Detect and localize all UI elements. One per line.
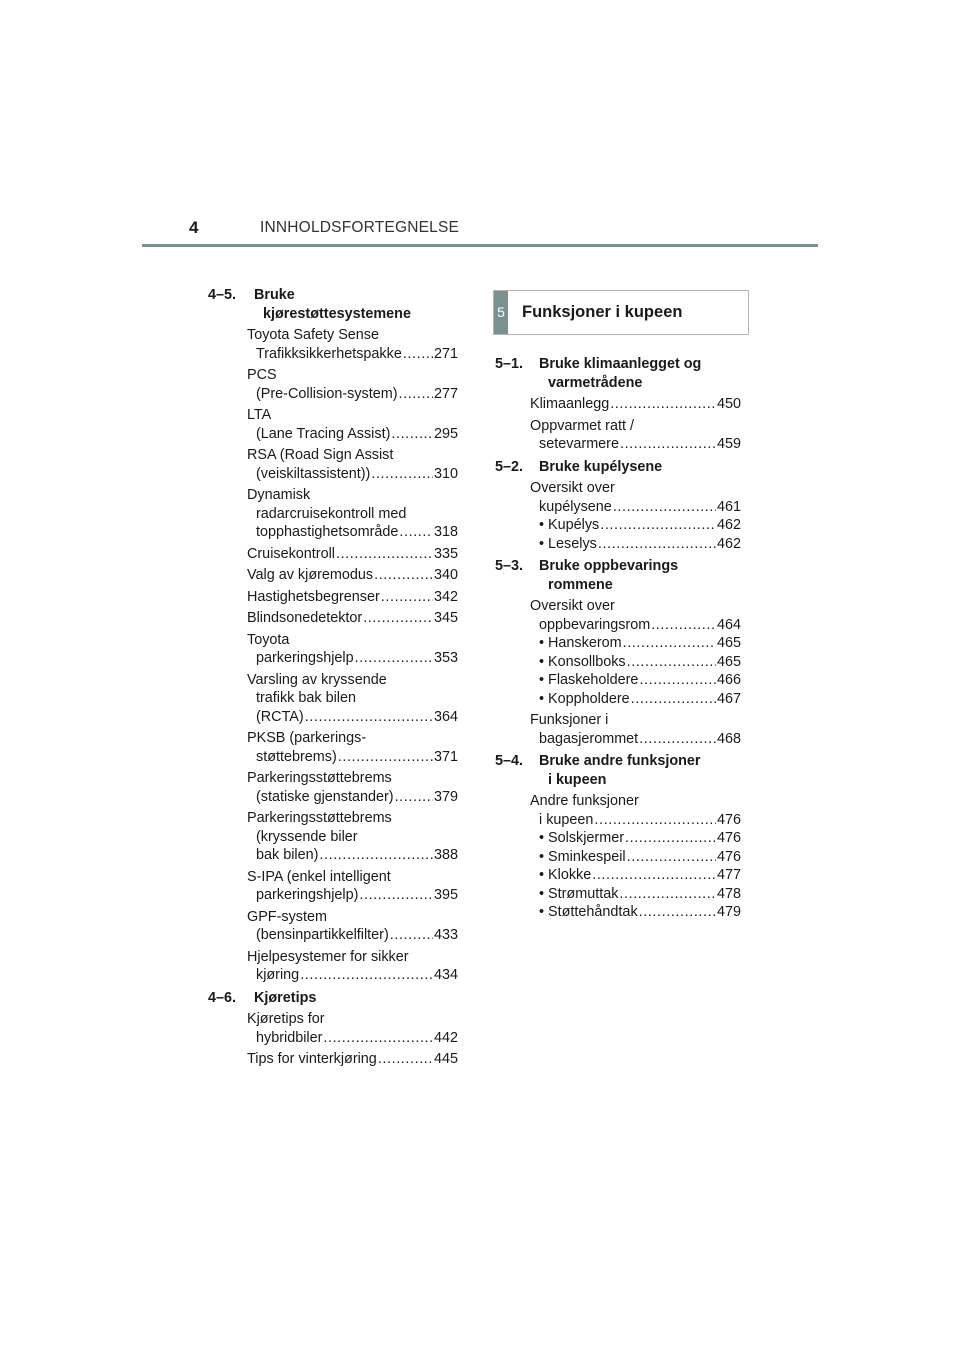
sub-entry <box>530 671 741 690</box>
entry-line <box>247 868 458 887</box>
entry-line <box>247 1029 458 1048</box>
entry-line <box>247 846 458 865</box>
sub-entry <box>530 634 741 653</box>
dot-leader <box>403 345 433 364</box>
entry-text: Toyota Safety Sense <box>247 327 379 343</box>
entry-line <box>530 792 741 811</box>
page-ref: 340 <box>433 567 458 583</box>
page-ref: 461 <box>716 498 741 515</box>
sub-entry-text: • Klokke <box>539 867 592 883</box>
entry-line <box>247 966 458 985</box>
entry-line <box>247 465 458 484</box>
entry-text: Oppvarmet ratt / <box>530 417 634 434</box>
entry-line <box>247 545 458 564</box>
page-ref: 476 <box>716 830 741 846</box>
entry-text: parkeringshjelp) <box>256 887 359 903</box>
toc-entry <box>247 326 458 363</box>
sub-entry <box>530 903 741 922</box>
page-ref: 459 <box>716 436 741 452</box>
dot-leader <box>594 811 716 830</box>
dot-leader <box>399 385 433 404</box>
entry-line <box>247 769 458 788</box>
entry-line <box>247 425 458 444</box>
page-ref: 462 <box>716 535 741 552</box>
toc-section <box>495 458 741 554</box>
entry-text: kjøring <box>256 967 300 983</box>
toc-entry <box>247 446 458 483</box>
page-ref: 277 <box>433 385 458 402</box>
page-ref: 445 <box>433 1051 458 1067</box>
dot-leader <box>381 588 433 607</box>
sub-entry-text: • Kupélys <box>539 517 600 533</box>
chapter-number-tab: 5 <box>494 291 508 334</box>
entry-line <box>247 326 458 345</box>
page-ref: 395 <box>433 887 458 903</box>
dot-leader <box>300 966 433 985</box>
entry-line <box>247 671 458 690</box>
entry-line <box>247 788 458 807</box>
entry-text: Parkeringsstøttebrems <box>247 770 392 786</box>
toc-right-column <box>495 355 741 926</box>
entry-line <box>247 649 458 668</box>
entry-line <box>247 926 458 945</box>
entry-line <box>247 729 458 748</box>
dot-leader <box>359 886 433 905</box>
section-number: 5–4. <box>495 753 524 769</box>
header-divider <box>142 244 818 247</box>
entry-line <box>247 828 458 847</box>
entry-line <box>247 689 458 708</box>
entry-text: (veiskiltassistent)) <box>256 465 371 482</box>
entry-text: Hjelpesystemer for sikker <box>247 948 409 965</box>
page-ref: 465 <box>716 635 741 651</box>
page-ref: 379 <box>433 788 458 805</box>
entry-line <box>247 505 458 524</box>
entry-line <box>247 366 458 385</box>
section-title-line: kjørestøttesystemene <box>263 305 411 322</box>
toc-entry <box>247 769 458 806</box>
section-heading <box>208 286 458 323</box>
toc-entry <box>247 868 458 905</box>
page-ref: 318 <box>433 524 458 540</box>
page-ref: 466 <box>716 672 741 688</box>
dot-leader <box>378 1050 433 1069</box>
page-ref: 342 <box>433 588 458 605</box>
entry-text: Blindsonedetektor <box>247 610 363 626</box>
entry-line <box>247 446 458 465</box>
chapter-title: Funksjoner i kupeen <box>522 303 683 321</box>
toc-entry <box>247 1050 458 1069</box>
section-title-line: rommene <box>548 576 613 593</box>
entry-text: Hastighetsbegrenser <box>247 588 380 605</box>
dot-leader <box>592 866 716 885</box>
toc-entry <box>247 406 458 443</box>
section-heading <box>495 355 741 392</box>
sub-entry-text: • Leselys <box>539 535 597 552</box>
dot-leader <box>639 903 716 922</box>
entry-line <box>530 730 741 749</box>
toc-section <box>208 286 458 985</box>
entry-line <box>247 345 458 364</box>
toc-section <box>495 355 741 454</box>
entry-line <box>530 597 741 616</box>
dot-leader <box>336 545 433 564</box>
dot-leader <box>620 435 716 454</box>
dot-leader <box>319 846 433 865</box>
page-ref: 442 <box>433 1029 458 1046</box>
entry-line <box>247 588 458 607</box>
sub-entry-text: • Hanskerom <box>539 635 622 651</box>
entry-line <box>247 948 458 967</box>
dot-leader <box>610 395 716 414</box>
sub-entry <box>530 690 741 709</box>
section-number: 5–3. <box>495 558 524 574</box>
section-title-line: varmetrådene <box>548 374 643 391</box>
dot-leader <box>613 498 716 517</box>
entry-text: setevarmere <box>539 436 619 452</box>
sub-entry <box>530 829 741 848</box>
entry-line <box>247 406 458 425</box>
section-title-line: Bruke oppbevarings <box>539 558 679 574</box>
entry-text: PKSB (parkerings- <box>247 730 367 746</box>
dot-leader <box>395 788 433 807</box>
toc-entry <box>530 395 741 414</box>
entry-line <box>247 609 458 628</box>
page-ref: 271 <box>433 345 458 362</box>
entry-line <box>247 385 458 404</box>
toc-entry <box>247 809 458 865</box>
page-ref: 335 <box>433 545 458 562</box>
entry-text: oppbevaringsrom <box>539 616 651 633</box>
entry-line <box>530 616 741 635</box>
dot-leader <box>651 616 716 635</box>
section-number: 4–6. <box>208 989 237 1006</box>
page-ref: 433 <box>433 927 458 943</box>
sub-entry-text: • Solskjermer <box>539 830 625 846</box>
section-heading <box>495 557 741 594</box>
entry-text: hybridbiler <box>256 1029 323 1046</box>
toc-entry <box>530 597 741 708</box>
sub-entry-text: • Støttehåndtak <box>539 904 638 920</box>
entry-line <box>247 523 458 542</box>
toc-section <box>208 989 458 1069</box>
entry-text: parkeringshjelp <box>256 650 354 666</box>
section-title-line: i kupeen <box>548 771 607 788</box>
dot-leader <box>390 926 433 945</box>
entry-text: Trafikksikkerhetspakke <box>256 345 402 362</box>
page-ref: 476 <box>716 811 741 828</box>
dot-leader <box>600 516 716 535</box>
entry-text: Andre funksjoner <box>530 793 639 809</box>
entry-text: PCS <box>247 367 277 383</box>
entry-line <box>247 631 458 650</box>
entry-text: Valg av kjøremodus <box>247 567 374 583</box>
entry-line <box>247 748 458 767</box>
entry-text: Oversikt over <box>530 598 615 614</box>
entry-text: Tips for vinterkjøring <box>247 1051 377 1067</box>
toc-entry <box>247 671 458 727</box>
page-ref: 479 <box>716 904 741 920</box>
entry-text: Oversikt over <box>530 480 615 496</box>
section-heading <box>495 458 741 477</box>
dot-leader <box>639 730 716 749</box>
sub-entry-text: • Koppholdere <box>539 690 630 707</box>
dot-leader <box>627 653 716 672</box>
entry-text: (statiske gjenstander) <box>256 788 394 805</box>
dot-leader <box>399 523 433 542</box>
sub-entry <box>530 653 741 672</box>
page-ref: 477 <box>716 867 741 883</box>
dot-leader <box>619 885 716 904</box>
toc-entry <box>247 729 458 766</box>
chapter-5-heading-box <box>493 290 749 335</box>
entry-line <box>530 498 741 517</box>
toc-entry <box>247 631 458 668</box>
entry-text: Dynamisk <box>247 487 311 503</box>
entry-text: Parkeringsstøttebrems <box>247 810 392 826</box>
dot-leader <box>627 848 716 867</box>
dot-leader <box>598 535 716 554</box>
toc-entry <box>247 366 458 403</box>
dot-leader <box>391 425 433 444</box>
entry-text: LTA <box>247 407 272 423</box>
page-ref: 464 <box>716 616 741 633</box>
entry-line <box>247 1010 458 1029</box>
entry-line <box>247 886 458 905</box>
sub-entry-text: • Konsollboks <box>539 653 626 670</box>
entry-text: bak bilen) <box>256 847 319 863</box>
entry-text: GPF-system <box>247 908 327 925</box>
toc-entry <box>247 486 458 542</box>
entry-text: Varsling av kryssende <box>247 671 387 688</box>
sub-entry <box>530 866 741 885</box>
section-number: 4–5. <box>208 287 237 303</box>
sub-entry-text: • Sminkespeil <box>539 848 626 865</box>
sub-entry <box>530 535 741 554</box>
entry-text: bagasjerommet <box>539 730 639 747</box>
entry-text: Funksjoner i <box>530 712 609 728</box>
page-ref: 353 <box>433 650 458 666</box>
page-ref: 478 <box>716 885 741 902</box>
page-ref: 310 <box>433 465 458 482</box>
toc-entry <box>247 609 458 628</box>
entry-text: (Lane Tracing Assist) <box>256 425 391 442</box>
page-number: 4 <box>189 218 199 237</box>
toc-entry <box>247 588 458 607</box>
page-header <box>142 214 818 246</box>
entry-line <box>247 486 458 505</box>
page-ref: 295 <box>433 425 458 442</box>
section-title-line: Bruke <box>254 287 295 303</box>
entry-line <box>530 811 741 830</box>
page-ref: 476 <box>716 848 741 865</box>
page-ref: 371 <box>433 748 458 765</box>
entry-text: Cruisekontroll <box>247 545 335 562</box>
dot-leader <box>338 748 433 767</box>
page-ref: 465 <box>716 653 741 670</box>
dot-leader <box>374 566 433 585</box>
page-ref: 450 <box>716 396 741 412</box>
entry-line <box>530 479 741 498</box>
entry-text: Klimaanlegg <box>530 396 610 412</box>
entry-text: (Pre-Collision-system) <box>256 385 398 402</box>
sub-entry-text: • Strømuttak <box>539 885 619 902</box>
entry-line <box>247 809 458 828</box>
sub-entry <box>530 516 741 535</box>
entry-line <box>247 566 458 585</box>
section-number: 5–2. <box>495 458 524 475</box>
section-title-line: Bruke andre funksjoner <box>539 753 701 769</box>
toc-entry <box>530 792 741 922</box>
entry-text: topphastighetsområde <box>256 524 399 540</box>
toc-section <box>495 752 741 922</box>
entry-text: (kryssende biler <box>256 828 358 845</box>
entry-line <box>530 417 741 436</box>
toc-entry <box>247 908 458 945</box>
page-ref: 467 <box>716 690 741 707</box>
sub-entry <box>530 885 741 904</box>
section-title-line: Kjøretips <box>254 989 317 1006</box>
dot-leader <box>631 690 716 709</box>
entry-line <box>530 395 741 414</box>
toc-section <box>495 557 741 748</box>
section-heading <box>495 752 741 789</box>
entry-text: (bensinpartikkelfilter) <box>256 927 389 943</box>
section-heading <box>208 989 458 1008</box>
page-ref: 468 <box>716 730 741 747</box>
entry-line <box>247 908 458 927</box>
entry-text: Toyota <box>247 631 290 648</box>
dot-leader <box>371 465 433 484</box>
toc-entry <box>530 417 741 454</box>
page-ref: 434 <box>433 967 458 983</box>
toc-entry <box>530 479 741 553</box>
entry-line <box>530 711 741 730</box>
dot-leader <box>323 1029 433 1048</box>
toc-entry <box>530 711 741 748</box>
entry-text: RSA (Road Sign Assist <box>247 447 394 463</box>
section-number: 5–1. <box>495 356 524 372</box>
entry-text: Kjøretips for <box>247 1011 325 1027</box>
entry-line <box>530 435 741 454</box>
toc-entry <box>247 545 458 564</box>
dot-leader <box>363 609 433 628</box>
page-ref: 364 <box>433 708 458 725</box>
entry-text: trafikk bak bilen <box>256 690 356 706</box>
page-ref: 388 <box>433 847 458 863</box>
sub-entry-text: • Flaskeholdere <box>539 672 639 688</box>
dot-leader <box>623 634 716 653</box>
toc-entry <box>247 948 458 985</box>
toc-left-column <box>208 286 458 1073</box>
dot-leader <box>639 671 716 690</box>
entry-line <box>247 708 458 727</box>
page-ref: 345 <box>433 610 458 626</box>
header-title: INNHOLDSFORTEGNELSE <box>260 219 460 236</box>
dot-leader <box>305 708 433 727</box>
entry-text: S-IPA (enkel intelligent <box>247 868 391 885</box>
dot-leader <box>355 649 433 668</box>
section-title-line: Bruke kupélysene <box>539 458 663 475</box>
toc-entry <box>247 1010 458 1047</box>
entry-line <box>247 1050 458 1069</box>
entry-text: (RCTA) <box>256 708 304 725</box>
entry-text: radarcruisekontroll med <box>256 505 407 522</box>
sub-entry <box>530 848 741 867</box>
page-ref: 462 <box>716 517 741 533</box>
entry-text: støttebrems) <box>256 748 337 765</box>
entry-text: kupélysene <box>539 498 612 515</box>
entry-text: i kupeen <box>539 811 594 828</box>
dot-leader <box>625 829 716 848</box>
toc-entry <box>247 566 458 585</box>
section-title-line: Bruke klimaanlegget og <box>539 356 702 372</box>
